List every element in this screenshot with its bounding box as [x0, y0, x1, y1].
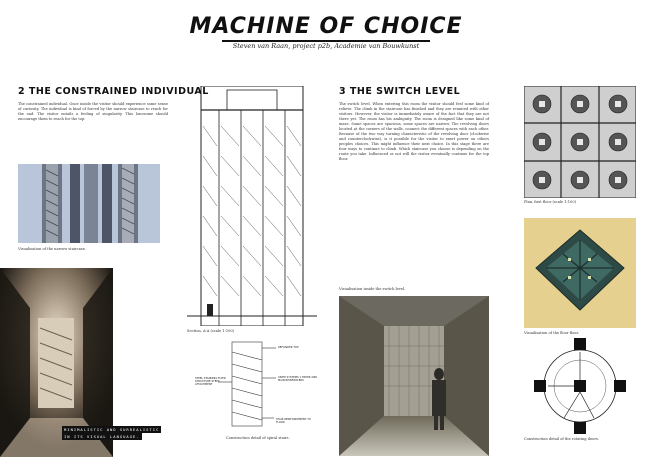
- section-drawing: [187, 86, 317, 326]
- spiral-label-3: UNTIE SYSTEMS 1 TREDE AND MAIN REINFORCERS: [278, 376, 318, 382]
- constrained-text: The constrained individual. Once inside the visitor should experience some sense of curiosity. The individual is kind of forced by the narrow staircase to reach for the end. The visitor entails a feeling of singularity. This lonesome should encourage them to reach for the top.: [18, 102, 168, 121]
- spiral-label-1: REFLINDER TOP: [278, 346, 299, 349]
- caption-plan: Plan, first floor (scale 1:100): [524, 200, 577, 204]
- switch-render-graphic: [339, 296, 489, 456]
- caption-staircase: Visualisation of the narrow staircase.: [18, 247, 86, 251]
- staircase-render-graphic: [18, 164, 160, 243]
- caption-switch: Visualisation inside the switch level.: [339, 287, 406, 291]
- render-overlay-line1: MINIMALISTIC AND SURREALISTIC: [64, 427, 160, 432]
- render-overlay-line2: IN ITS VISUAL LANGUAGE.: [64, 434, 140, 439]
- section-heading-constrained: 2 THE CONSTRAINED INDIVIDUAL: [18, 86, 209, 97]
- switch-render: [339, 296, 489, 456]
- caption-section: Section, A-A (scale 1:100): [187, 329, 235, 333]
- switch-text: The switch level. When entering this room the visitor should feel some kind of relieve. The climb in the staircase has finished and they are reunited with other visitors. However, the visitor is immediately aware of the fact that they are not there yet. The room has his ambiguity. The room is designed like some kind of maze. Some spaces are spacious, some spaces are narrow. The revolving doors located at the corners of the walls, connect the different spaces with each other. Because of the two way turning characteristic of the revolving door (clockwise and counterclockwise), is it possible for the visitor to exert power on others peoples choices. This might influence their next choice. In this stage there are four ways to continue to climb. Which staircase you choose is depending on the route you take. Influenced or not will the visitor eventually continue for the top floor.: [339, 102, 489, 161]
- section-drawing-graphic: [187, 86, 317, 326]
- caption-doors: Construction detail of the rotating doors.: [524, 437, 600, 441]
- spiral-label-4: STAIR REINFORCEMENT TO FLOOR: [276, 418, 311, 424]
- caption-spiral: Construction detail of spiral stairs.: [226, 436, 290, 440]
- floor-render-graphic: [524, 218, 636, 328]
- door-detail: [524, 338, 636, 434]
- floor-plan: [524, 86, 636, 198]
- floor-plan-graphic: [524, 86, 636, 198]
- floor-render: [524, 218, 636, 328]
- section-heading-switch: 3 THE SWITCH LEVEL: [339, 86, 461, 97]
- page-subtitle: Steven van Raan, project p2b, Academie van Bouwkunst: [232, 42, 420, 50]
- caption-floor: Visualisation of the floor floor.: [524, 331, 579, 335]
- page-title: MACHINE OF CHOICE: [189, 14, 463, 39]
- door-detail-graphic: [524, 338, 636, 434]
- spiral-label-2: STEEL STANDING FIXED STRUCTURE STEPS ATTACHMENT: [195, 377, 226, 386]
- staircase-render: [18, 164, 160, 243]
